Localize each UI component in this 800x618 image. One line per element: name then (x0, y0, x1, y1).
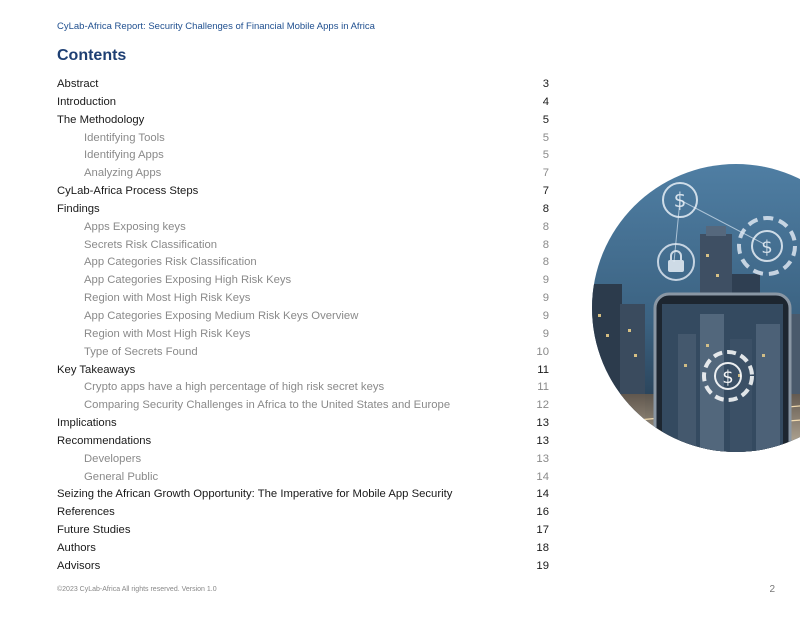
toc-entry-page: 12 (536, 399, 549, 412)
toc-entry-label: App Categories Exposing Medium Risk Keys Overview (84, 309, 359, 322)
toc-entry-label: Identifying Tools (84, 131, 165, 144)
toc-entry-page: 9 (542, 309, 549, 322)
toc-subentry[interactable] (57, 237, 549, 255)
toc-entry-page: 8 (542, 238, 549, 251)
toc-entry[interactable] (57, 76, 549, 94)
toc-subentry[interactable] (57, 308, 549, 326)
contents-title: Contents (57, 47, 127, 64)
toc-entry-page: 3 (542, 78, 549, 90)
table-of-contents (57, 76, 549, 576)
toc-entry[interactable] (57, 540, 549, 558)
city-fintech-illustration (592, 164, 800, 452)
toc-entry-label: Advisors (57, 559, 101, 572)
toc-entry-label: Key Takeaways (57, 363, 136, 376)
toc-subentry[interactable] (57, 147, 549, 165)
toc-subentry[interactable] (57, 165, 549, 183)
toc-entry-label: Implications (57, 417, 117, 430)
toc-entry-label: Future Studies (57, 524, 131, 537)
toc-entry[interactable] (57, 504, 549, 522)
toc-subentry[interactable] (57, 469, 549, 487)
toc-entry-label: Type of Secrets Found (84, 345, 198, 358)
toc-subentry[interactable] (57, 290, 549, 308)
toc-entry-page: 13 (536, 452, 549, 465)
svg-text:$: $ (722, 367, 734, 388)
toc-entry-page: 9 (542, 274, 549, 287)
toc-subentry[interactable] (57, 451, 549, 469)
toc-subentry[interactable] (57, 130, 549, 148)
toc-entry-page: 5 (542, 113, 549, 126)
toc-entry-page: 7 (542, 167, 549, 180)
toc-entry-label: Identifying Apps (84, 149, 164, 162)
toc-entry-label: The Methodology (57, 113, 145, 126)
toc-entry-page: 9 (542, 327, 549, 340)
toc-entry[interactable] (57, 433, 549, 451)
toc-entry-label: Introduction (57, 95, 117, 108)
toc-subentry[interactable] (57, 344, 549, 362)
toc-entry-label: Analyzing Apps (84, 167, 162, 180)
toc-entry-label: Seizing the African Growth Opportunity: The Imperative for Mobile App Security (57, 488, 453, 501)
toc-entry-page: 10 (536, 345, 549, 358)
toc-entry-page: 8 (542, 202, 549, 215)
toc-entry-label: Developers (84, 452, 142, 465)
toc-entry-page: 8 (542, 220, 549, 233)
toc-entry-page: 7 (542, 185, 549, 198)
toc-entry-label: CyLab-Africa Process Steps (57, 185, 199, 198)
toc-entry-page: 17 (536, 524, 549, 537)
toc-entry-page: 9 (542, 292, 549, 305)
toc-entry[interactable] (57, 558, 549, 576)
toc-entry-page: 5 (542, 149, 549, 162)
toc-entry-page: 18 (536, 541, 549, 554)
toc-entry[interactable] (57, 201, 549, 219)
svg-text:$: $ (761, 237, 773, 258)
svg-text:$: $ (673, 188, 687, 212)
toc-entry-label: App Categories Exposing High Risk Keys (84, 274, 292, 287)
toc-entry-label: Comparing Security Challenges in Africa to the United States and Europe (84, 399, 451, 412)
toc-subentry[interactable] (57, 272, 549, 290)
toc-subentry[interactable] (57, 326, 549, 344)
toc-entry-label: Authors (57, 541, 96, 554)
toc-entry[interactable] (57, 522, 549, 540)
toc-entry-label: Recommendations (57, 434, 152, 447)
toc-entry-page: 19 (536, 559, 549, 572)
toc-entry-page: 11 (537, 363, 549, 376)
toc-entry-label: Region with Most High Risk Keys (84, 292, 251, 305)
toc-entry-page: 13 (536, 434, 549, 447)
toc-subentry[interactable] (57, 219, 549, 237)
toc-entry-page: 14 (536, 488, 549, 501)
toc-entry-label: Crypto apps have a high percentage of high risk secret keys (84, 381, 385, 394)
toc-entry-label: Secrets Risk Classification (84, 238, 218, 251)
toc-subentry[interactable] (57, 379, 549, 397)
smartphone-icon (655, 294, 790, 452)
toc-entry-label: References (57, 506, 115, 519)
toc-entry[interactable] (57, 486, 549, 504)
page-number: 2 (769, 584, 775, 595)
toc-entry-label: App Categories Risk Classification (84, 256, 257, 269)
running-header: CyLab-Africa Report: Security Challenges of Financial Mobile Apps in Africa (57, 21, 375, 32)
toc-entry-page: 4 (542, 95, 549, 108)
toc-entry[interactable] (57, 94, 549, 112)
toc-entry[interactable] (57, 112, 549, 130)
toc-entry[interactable] (57, 362, 549, 380)
toc-entry-label: General Public (84, 470, 159, 483)
toc-entry-label: Region with Most High Risk Keys (84, 327, 251, 340)
copyright-notice: ©2023 CyLab-Africa All rights reserved. Version 1.0 (57, 586, 217, 593)
toc-entry-page: 13 (536, 417, 549, 430)
toc-entry[interactable] (57, 415, 549, 433)
toc-entry-page: 5 (542, 131, 549, 144)
toc-entry-label: Findings (57, 202, 100, 215)
toc-entry-page: 8 (542, 256, 549, 269)
toc-entry-label: Apps Exposing keys (84, 220, 186, 233)
toc-entry-label: Abstract (57, 78, 99, 90)
toc-entry-page: 11 (537, 381, 549, 394)
toc-subentry[interactable] (57, 254, 549, 272)
toc-entry[interactable] (57, 183, 549, 201)
toc-subentry[interactable] (57, 397, 549, 415)
toc-entry-page: 16 (536, 506, 549, 519)
toc-entry-page: 14 (536, 470, 549, 483)
